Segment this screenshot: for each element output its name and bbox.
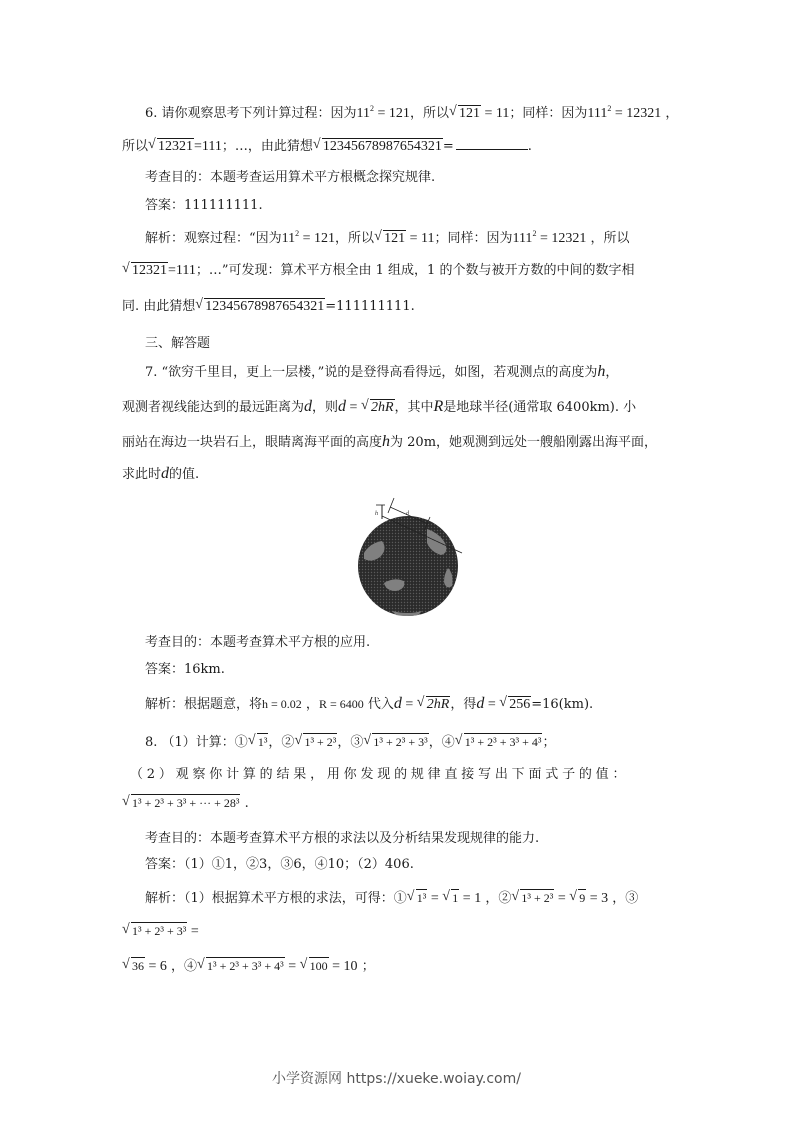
sqrt-expression: √ 100 bbox=[300, 957, 329, 977]
text: = bbox=[284, 959, 300, 974]
q7-line-4 bbox=[122, 464, 682, 485]
text: ；…，由此猜想 bbox=[221, 139, 313, 154]
sqrt-expression: √ 2hR bbox=[361, 398, 395, 418]
sqrt-expression: √ 12345678987654321 bbox=[313, 137, 443, 157]
q6-line-1 bbox=[145, 104, 705, 124]
sqrt-expression: √ 9 bbox=[569, 889, 586, 909]
math-power: $11^2 = 121$ bbox=[356, 104, 410, 121]
text: ，④ bbox=[428, 735, 455, 750]
text: = bbox=[427, 891, 443, 906]
sqrt-expression: √ 2hR bbox=[417, 695, 451, 715]
text: 是地球半径(通常取 6400km). 小 bbox=[443, 400, 637, 415]
text: =111111111. bbox=[325, 299, 415, 314]
text: 丽站在海边一块岩石上，眼睛离海平面的高度 bbox=[122, 435, 383, 450]
sqrt-expression: √ 12321 bbox=[122, 261, 168, 281]
text: = bbox=[187, 924, 199, 939]
text: = bbox=[346, 400, 361, 415]
text: ，所以 bbox=[586, 231, 630, 246]
var-d: d bbox=[338, 398, 347, 415]
text: 7. “欲穷千里目，更上一层楼，”说的是登得高看得远，如图，若观测点的高度为 bbox=[145, 365, 598, 380]
text: ，所以 bbox=[335, 231, 375, 246]
text: ；…”可发现：算术平方根全由 1 组成，1 的个数与被开方数的中间的数字相 bbox=[195, 263, 635, 278]
text: ，④ bbox=[166, 959, 198, 974]
text: ，其中 bbox=[394, 400, 434, 415]
text: 为 20m，她观测到远处一艘船刚露出海平面， bbox=[390, 435, 658, 450]
sqrt-expression: √ 1³ + 2³ bbox=[294, 733, 337, 753]
text: ，得 bbox=[450, 697, 477, 712]
math-power: $111^2 = 12321$ bbox=[587, 104, 662, 121]
text: 8. （1）计算：① bbox=[145, 735, 248, 750]
text: = 11 bbox=[406, 231, 435, 246]
sqrt-expression: √ 12321 bbox=[148, 137, 194, 157]
text: ；同样：因为 bbox=[509, 106, 588, 121]
q6-analysis-line-3 bbox=[122, 297, 682, 317]
answer-blank bbox=[456, 137, 528, 150]
sqrt-expression: √ 121 bbox=[449, 104, 481, 124]
text: = 11 bbox=[480, 106, 510, 121]
text: . bbox=[527, 139, 532, 154]
text: 的值. bbox=[169, 467, 200, 482]
text: = bbox=[401, 697, 417, 712]
text: 所以 bbox=[122, 139, 149, 154]
text: = 3 bbox=[586, 891, 609, 906]
text: =111 bbox=[194, 139, 222, 154]
var-h: h bbox=[597, 363, 606, 380]
q8-line-1 bbox=[145, 733, 705, 753]
text: ，所以 bbox=[409, 106, 449, 121]
text: =16(km). bbox=[531, 697, 594, 712]
q6-analysis-line-1 bbox=[145, 229, 705, 249]
text: =111 bbox=[168, 263, 196, 278]
text: 观测者视线能达到的最远距离为 bbox=[122, 400, 305, 415]
section-heading: 三、解答题 bbox=[145, 336, 211, 351]
earth-globe bbox=[358, 516, 458, 616]
q7-line-1 bbox=[145, 362, 705, 383]
svg-text:d: d bbox=[406, 511, 409, 517]
q6-analysis-line-2 bbox=[122, 261, 682, 281]
q8-answer: 答案：（1）①1，②3，③6，④10；（2）406. bbox=[145, 857, 414, 872]
sqrt-expression: √ 1 bbox=[442, 889, 459, 909]
q6-answer: 答案：111111111. bbox=[145, 198, 263, 213]
text: ， bbox=[605, 365, 619, 380]
text: ， bbox=[301, 697, 319, 712]
text: = bbox=[442, 139, 454, 154]
math-power: $11^2 = 121$ bbox=[281, 229, 336, 246]
text: 解析：（1）根据算术平方根的求法，可得：① bbox=[145, 891, 407, 906]
text: 代入 bbox=[363, 697, 394, 712]
earth-diagram bbox=[352, 493, 468, 616]
text: 解析：观察过程：“因为 bbox=[145, 231, 282, 246]
text: 6. 请你观察思考下列计算过程：因为 bbox=[145, 106, 357, 121]
q6-line-2 bbox=[122, 137, 682, 157]
footer-watermark: 小学资源网 https://xueke.woiay.com/ bbox=[272, 1071, 521, 1087]
q8-analysis-line-1 bbox=[145, 889, 705, 909]
var-R: R bbox=[433, 398, 444, 415]
text: ，③ bbox=[337, 735, 364, 750]
svg-text:h: h bbox=[375, 511, 378, 517]
sqrt-expression: √ 1³ bbox=[407, 889, 428, 909]
text: = 10 bbox=[328, 959, 358, 974]
q7-analysis bbox=[145, 694, 705, 715]
q8-line-3 bbox=[122, 794, 682, 814]
text: 求此时 bbox=[122, 467, 162, 482]
var-d: d bbox=[304, 398, 313, 415]
q7-line-3 bbox=[122, 432, 682, 453]
h-value: h = 0.02 bbox=[262, 697, 302, 711]
text: ，② bbox=[481, 891, 512, 906]
sqrt-expression: √ 1³ + 2³ + 3³ + ··· + 28³ bbox=[122, 794, 240, 814]
q8-line-2: （2）观察你计算的结果，用你发现的规律直接写出下面式子的值： bbox=[130, 767, 630, 782]
q8-purpose: 考查目的：本题考查算术平方根的求法以及分析结果发现规律的能力. bbox=[145, 831, 540, 846]
sqrt-expression: √ 12345678987654321 bbox=[195, 297, 325, 317]
q7-answer: 答案：16km. bbox=[145, 662, 225, 677]
text: = 6 bbox=[145, 959, 167, 974]
var-d: d bbox=[476, 695, 485, 712]
text: ； bbox=[542, 735, 556, 750]
sqrt-expression: √ 1³ + 2³ + 3³ + 4³ bbox=[455, 733, 543, 753]
q7-line-2 bbox=[122, 397, 682, 418]
sqrt-expression: √ 36 bbox=[122, 957, 145, 977]
q8-analysis-line-2 bbox=[122, 922, 682, 942]
text: ； bbox=[357, 959, 375, 974]
text: . bbox=[240, 796, 249, 811]
sqrt-expression: √ 1³ + 2³ + 3³ bbox=[122, 922, 187, 942]
R-value: R = 6400 bbox=[318, 697, 364, 711]
sqrt-expression: √ 1³ + 2³ + 3³ bbox=[363, 733, 428, 753]
text: = bbox=[554, 891, 570, 906]
sqrt-expression: √ 1³ bbox=[248, 733, 269, 753]
var-d: d bbox=[161, 465, 170, 482]
text: 同. 由此猜想 bbox=[122, 299, 196, 314]
text: ， bbox=[661, 106, 679, 121]
var-d: d bbox=[393, 695, 402, 712]
sqrt-expression: √ 121 bbox=[374, 229, 406, 249]
text: ，② bbox=[268, 735, 295, 750]
q8-analysis-line-3 bbox=[122, 957, 682, 977]
text: = bbox=[484, 697, 500, 712]
text: ，则 bbox=[312, 400, 339, 415]
math-power: $111^2 = 12321$ bbox=[512, 229, 587, 246]
q6-purpose: 考查目的：本题考查运用算术平方根概念探究规律. bbox=[145, 170, 436, 185]
text: 解析：根据题意，将 bbox=[145, 697, 263, 712]
var-h: h bbox=[382, 433, 391, 450]
q7-purpose: 考查目的：本题考查算术平方根的应用. bbox=[145, 635, 371, 650]
text: ，③ bbox=[608, 891, 639, 906]
sqrt-expression: √ 1³ + 2³ bbox=[511, 889, 554, 909]
text: ；同样：因为 bbox=[434, 231, 513, 246]
sqrt-expression: √ 1³ + 2³ + 3³ + 4³ bbox=[197, 957, 285, 977]
sqrt-expression: √ 256 bbox=[499, 695, 531, 715]
text: = 1 bbox=[459, 891, 482, 906]
